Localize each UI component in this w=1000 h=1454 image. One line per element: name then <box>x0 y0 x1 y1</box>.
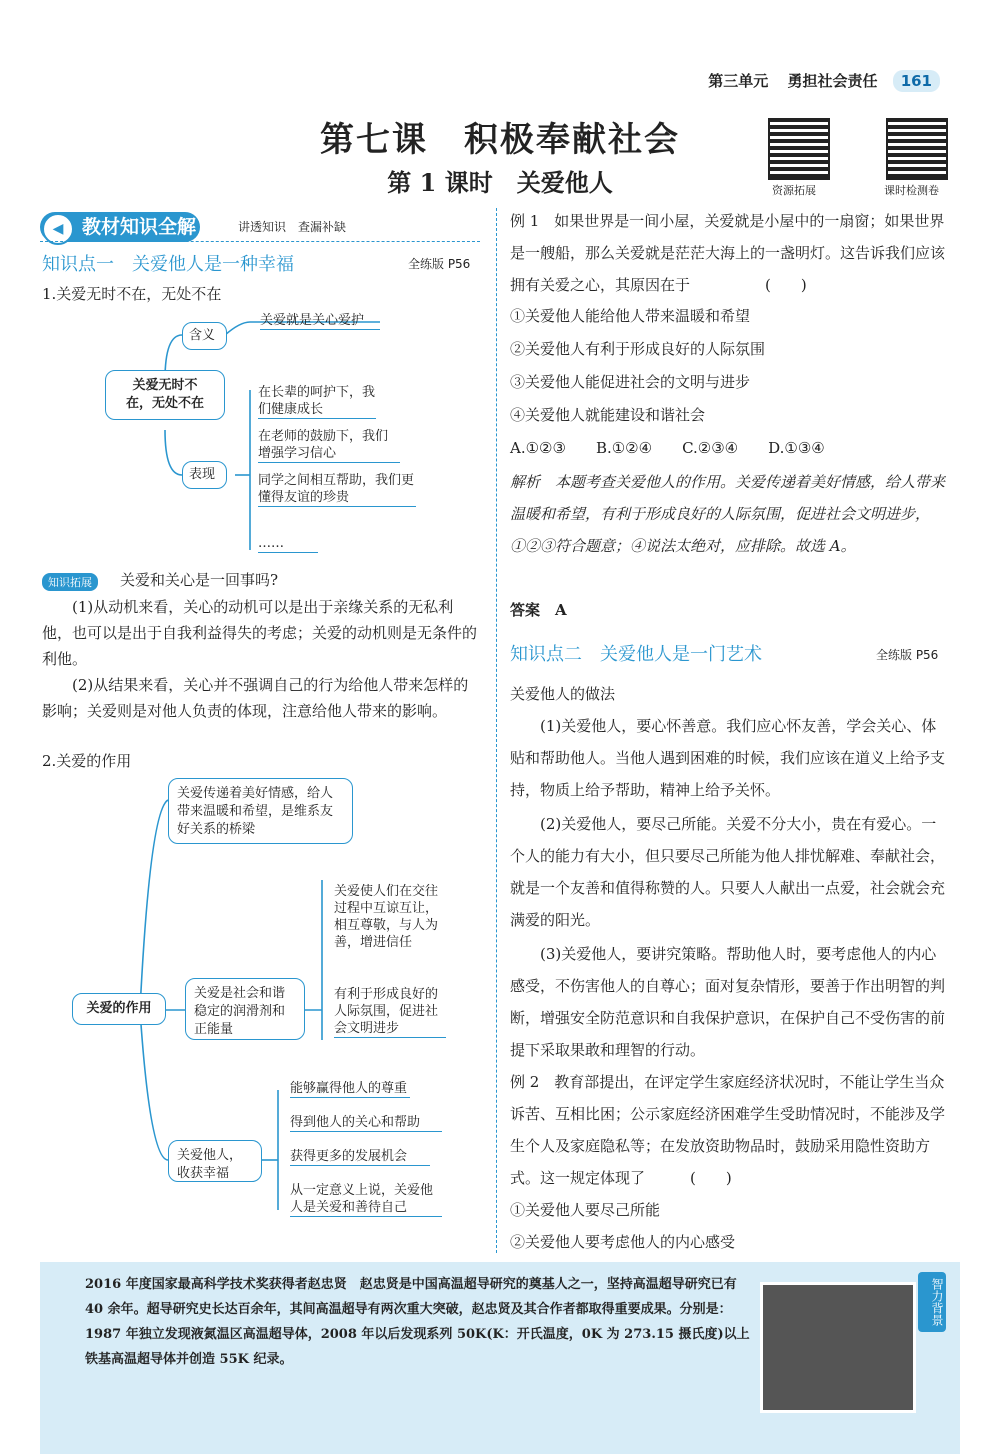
footer-text: 2016 年度国家最高科学技术奖获得者赵忠贤 赵忠贤是中国高温超导研究的奠基人之一，坚持高温超导研究已有 40 余年。超导研究史长达百余年，其间高温超导有两次重大突破，赵忠贤及其合作者都取得重要成果。分别是：1987 年独立发现液氮温区高温超导体，2008 年以后发现系列 50K(K：开氏温度，0K 为 273.15 摄氏度)以上铁基高温超导体并创造 55K 纪录。 <box>85 1277 750 1367</box>
map2-node-3: 关爱他人，收获幸福 <box>168 1140 262 1182</box>
kp2-ref: 全练版 P56 <box>876 648 939 662</box>
map1-leaf: …… <box>258 535 318 553</box>
kp2-paragraph: (1)关爱他人，要心怀善意。我们应心怀友善，学会关心、体贴和帮助他人。当他人遇到困难的时候，我们应该在道义上给予支持，物质上给予帮助，精神上给予关怀。 <box>510 717 946 799</box>
section-2-title: 2.关爱的作用 <box>42 752 132 770</box>
example-1-option: ④关爱他人就能建设和谐社会 <box>510 406 706 424</box>
footer-tag: 智力背景 <box>918 1272 946 1332</box>
map1-leaf: 在长辈的呵护下，我们健康成长 <box>258 385 376 417</box>
speaker-icon: ◀ <box>42 213 74 245</box>
example-2-option: ①关爱他人要尽己所能 <box>510 1201 661 1219</box>
kp1-ref: 全练版 P56 <box>408 257 471 271</box>
example-2-option: ②关爱他人要考虑他人的内心感受 <box>510 1233 736 1251</box>
column-divider <box>496 208 497 1253</box>
example-1-option: ①关爱他人能给他人带来温暖和希望 <box>510 307 751 325</box>
qr-label-right: 课时检测卷 <box>884 184 939 197</box>
example-1-analysis: 解析 本题考查关爱他人的作用。关爱传递着美好情感，给人带来温暖和希望，有利于形成良好的人际氛围，促进社会文明进步，①②③符合题意；④说法太绝对，应排除。故选 A。 <box>510 473 946 555</box>
example-1-option: ③关爱他人能促进社会的文明与进步 <box>510 373 751 391</box>
qr-label-left: 资源拓展 <box>772 184 816 197</box>
unit-title: 勇担社会责任 <box>787 72 878 90</box>
map2-node-2: 关爱是社会和谐稳定的润滑剂和正能量 <box>185 978 305 1040</box>
kp2-paragraph: (3)关爱他人，要讲究策略。帮助他人时，要考虑他人的内心感受，不伤害他人的自尊心；面对复杂情形，要善于作出明智的判断，增强安全防范意识和自我保护意识，在保护自己不受伤害的前提下采取果敢和理智的行动。 <box>510 945 946 1059</box>
extension-p1: (1)从动机来看，关心的动机可以是出于亲缘关系的无私利他，也可以是出于自我利益得失的考虑；关爱的动机则是无条件的利他。 <box>42 598 478 668</box>
page-number: 161 <box>893 70 940 92</box>
extension-tag: 知识拓展 <box>42 573 98 591</box>
example-1-answer: 答案 A <box>510 601 567 619</box>
knowledge-point-2: 知识点二 关爱他人是一门艺术 <box>510 644 762 665</box>
map2-leaf: 有利于形成良好的人际氛围，促进社会文明进步 <box>334 986 446 1038</box>
map2-leaf: 得到他人的关心和帮助 <box>290 1114 442 1132</box>
extension-p2: (2)从结果来看，关心并不强调自己的行为给他人带来怎样的影响；关爱则是对他人负责的体现，注意给他人带来的影响。 <box>42 676 469 720</box>
map2-leaf: 从一定意义上说，关爱他人是关爱和善待自己 <box>290 1182 442 1217</box>
portrait-image <box>760 1282 916 1413</box>
period-title: 第 1 课时 关爱他人 <box>387 168 613 197</box>
kp2-subtitle: 关爱他人的做法 <box>510 685 616 703</box>
map1-leaf-meaning: 关爱就是关心爱护 <box>260 312 380 330</box>
example-1-choices: A.①②③ B.①②④ C.②③④ D.①③④ <box>510 439 825 457</box>
map2-center: 关爱的作用 <box>72 993 166 1025</box>
example-2-stem: 例 2 教育部提出，在评定学生家庭经济状况时，不能让学生当众诉苦、互相比困；公示家庭经济困难学生受助情况时，不能涉及学生个人及家庭隐私等；在发放资助物品时，鼓励采用隐性资助方式。这一规定体现了 ( ) <box>510 1073 946 1187</box>
map1-leaf: 在老师的鼓励下，我们增强学习信心 <box>258 428 400 463</box>
map2-leaf: 关爱使人们在交往过程中互谅互让，相互尊敬，与人为善，增进信任 <box>334 884 439 950</box>
example-1-option: ②关爱他人有利于形成良好的人际氛围 <box>510 340 766 358</box>
kp2-paragraph: (2)关爱他人，要尽己所能。关爱不分大小，贵在有爱心。一个人的能力有大小，但只要尽己所能为他人排忧解难、奉献社会，就是一个友善和值得称赞的人。只要人人献出一点爱，社会就会充满爱的阳光。 <box>510 815 946 929</box>
map2-leaf: 获得更多的发展机会 <box>290 1148 430 1166</box>
extension-question: 关爱和关心是一回事吗? <box>120 571 279 589</box>
map1-branch-meaning: 含义 <box>182 322 227 350</box>
map1-leaf: 同学之间相互帮助，我们更懂得友谊的珍贵 <box>258 473 415 505</box>
map1-branch-expression: 表现 <box>182 461 227 489</box>
banner-subtitle: 讲透知识 查漏补缺 <box>238 220 347 234</box>
map2-leaf: 能够赢得他人的尊重 <box>290 1080 410 1098</box>
lesson-title: 第七课 积极奉献社会 <box>320 120 680 160</box>
map1-center: 关爱无时不 在，无处不在 <box>105 370 225 420</box>
map2-node-1: 关爱传递着美好情感，给人带来温暖和希望，是维系友好关系的桥梁 <box>168 778 353 844</box>
knowledge-point-1: 知识点一 关爱他人是一种幸福 <box>42 254 294 275</box>
section-banner: 教材知识全解 <box>40 212 200 242</box>
unit-label: 第三单元 <box>708 72 769 90</box>
section-1-title: 1.关爱无时不在，无处不在 <box>42 285 222 303</box>
example-1-stem: 例 1 如果世界是一间小屋，关爱就是小屋中的一扇窗；如果世界是一艘船，那么关爱就是茫茫大海上的一盏明灯。这告诉我们应该拥有关爱之心，其原因在于 ( ) <box>510 212 946 294</box>
